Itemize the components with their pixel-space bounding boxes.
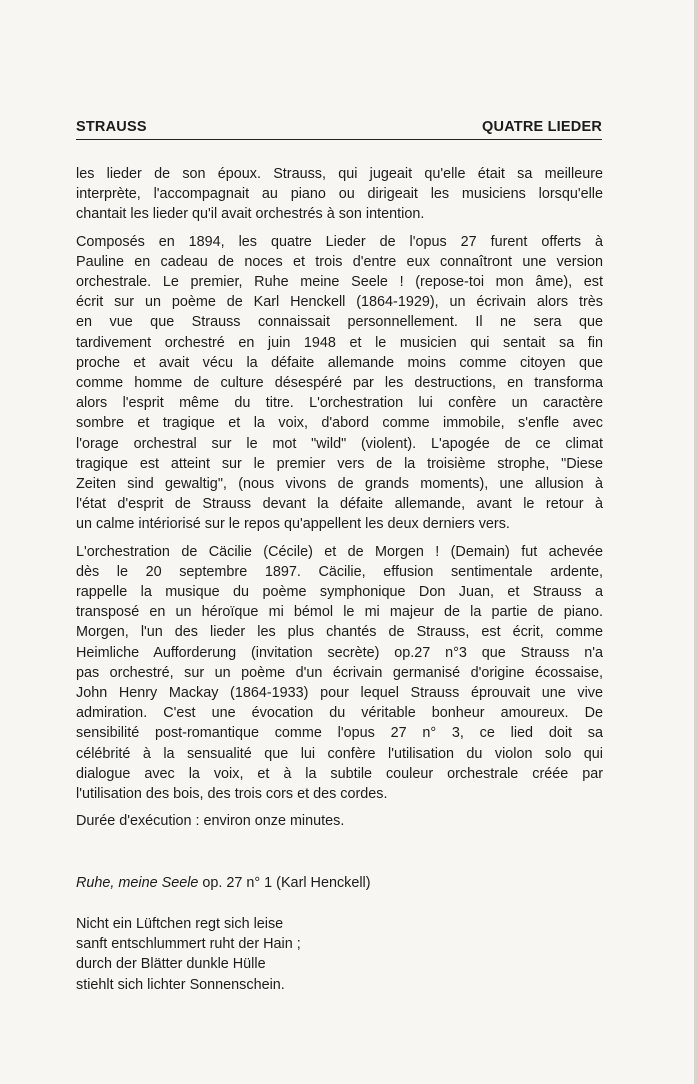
header-rule [76, 139, 602, 140]
text-line: l'orage orchestral sur le mot "wild" (violent). L'apogée de ce climat [76, 435, 603, 452]
lied-heading [76, 875, 371, 891]
text-line: transposé en un héroïque mi bémol le mi majeur de la partie de piano. [76, 604, 603, 621]
text-line: John Henry Mackay (1864-1933) pour lequel Strauss éprouvait une vive [76, 685, 603, 702]
text-line: les lieder de son époux. Strauss, qui jugeait qu'elle était sa meilleure [76, 166, 603, 182]
poem-line: Nicht ein Lüftchen regt sich leise [76, 916, 284, 932]
text-line: un calme intériorisé sur le repos qu'appellent les deux derniers vers. [76, 516, 510, 533]
lied-opus-info: op. 27 n° 1 (Karl Henckell) [198, 875, 371, 891]
text-line: écrit sur un poème de Karl Henckell (1864-1929), un écrivain alors très [76, 294, 603, 311]
header-composer: STRAUSS [76, 119, 147, 135]
poem-line: stiehlt sich lichter Sonnenschein. [76, 976, 285, 993]
paragraph-1 [76, 164, 603, 225]
text-line: orchestrale. Le premier, Ruhe meine Seele ! (repose-toi mon âme), est [76, 274, 603, 291]
text-line: pas orchestré, sur un poème d'un écrivain germanisé d'origine écossaise, [76, 664, 603, 681]
poem [76, 914, 301, 995]
text-line: L'orchestration de Cäcilie (Cécile) et de Morgen ! (Demain) fut achevée [76, 543, 603, 560]
running-header [76, 119, 602, 135]
text-line: rappelle la musique du poème symphonique Don Juan, et Strauss a [76, 584, 603, 601]
paragraph-3 [76, 542, 603, 805]
text-line: tragique est atteint sur le premier vers de la troisième strophe, "Diese [76, 455, 603, 472]
text-line: Pauline en cadeau de noces et trois d'entre eux connaîtront une version [76, 253, 603, 270]
poem-line: durch der Blätter dunkle Hülle [76, 956, 266, 973]
text-line: en vue que Strauss connaissait personnellement. Il ne sera que [76, 314, 603, 331]
text-line: admiration. C'est une évocation du véritable bonheur amoureux. De [76, 705, 603, 722]
text-line: alors l'esprit même du titre. L'orchestration lui confère un caractère [76, 395, 603, 412]
text-line: dialogue avec la voix, et à la subtile couleur orchestrale créée par [76, 765, 603, 782]
text-line: Morgen, l'un des lieder les plus chantés de Strauss, est écrit, comme [76, 624, 603, 641]
lied-title: Ruhe, meine Seele [76, 875, 199, 891]
text-line: Heimliche Aufforderung (invitation secrète) op.27 n°3 que Strauss n'a [76, 644, 603, 661]
paragraph-2 [76, 232, 603, 535]
text-line: proche et avait vécu la défaite allemande moins comme citoyen que [76, 354, 603, 371]
text-line: Zeiten sind gewaltig", (nous vivons de grands moments), une allusion à [76, 476, 603, 493]
text-line: l'utilisation des bois, des trois cors et des cordes. [76, 786, 388, 803]
text-line: Composés en 1894, les quatre Lieder de l'opus 27 furent offerts à [76, 233, 603, 250]
text-line: Durée d'exécution : environ onze minutes. [76, 813, 345, 830]
text-line: dès le 20 septembre 1897. Cäcilie, effusion sentimentale ardente, [76, 563, 603, 580]
text-line: sombre et tragique et la voix, d'abord comme immobile, s'enfle avec [76, 415, 603, 432]
text-line: célébrité à la sensualité que lui confère l'utilisation du violon solo qui [76, 745, 603, 762]
text-line: tardivement orchestré en juin 1948 et le musicien qui sentait sa fin [76, 334, 603, 351]
text-line: sensibilité post-romantique comme l'opus 27 n° 3, ce lied doit sa [76, 725, 603, 742]
duration-paragraph [76, 811, 603, 831]
body-text [76, 164, 603, 839]
text-line: interprète, l'accompagnait au piano ou dirigeait les musiciens lorsqu'elle [76, 186, 603, 203]
text-line: l'état d'esprit de Strauss devant la défaite allemande, avant le retour à [76, 496, 603, 513]
poem-line: sanft entschlummert ruht der Hain ; [76, 936, 301, 953]
header-work-title: QUATRE LIEDER [482, 119, 602, 135]
text-line: comme homme de culture désespéré par les destructions, en transforma [76, 375, 603, 392]
text-line: chantait les lieder qu'il avait orchestrés à son intention. [76, 206, 425, 223]
